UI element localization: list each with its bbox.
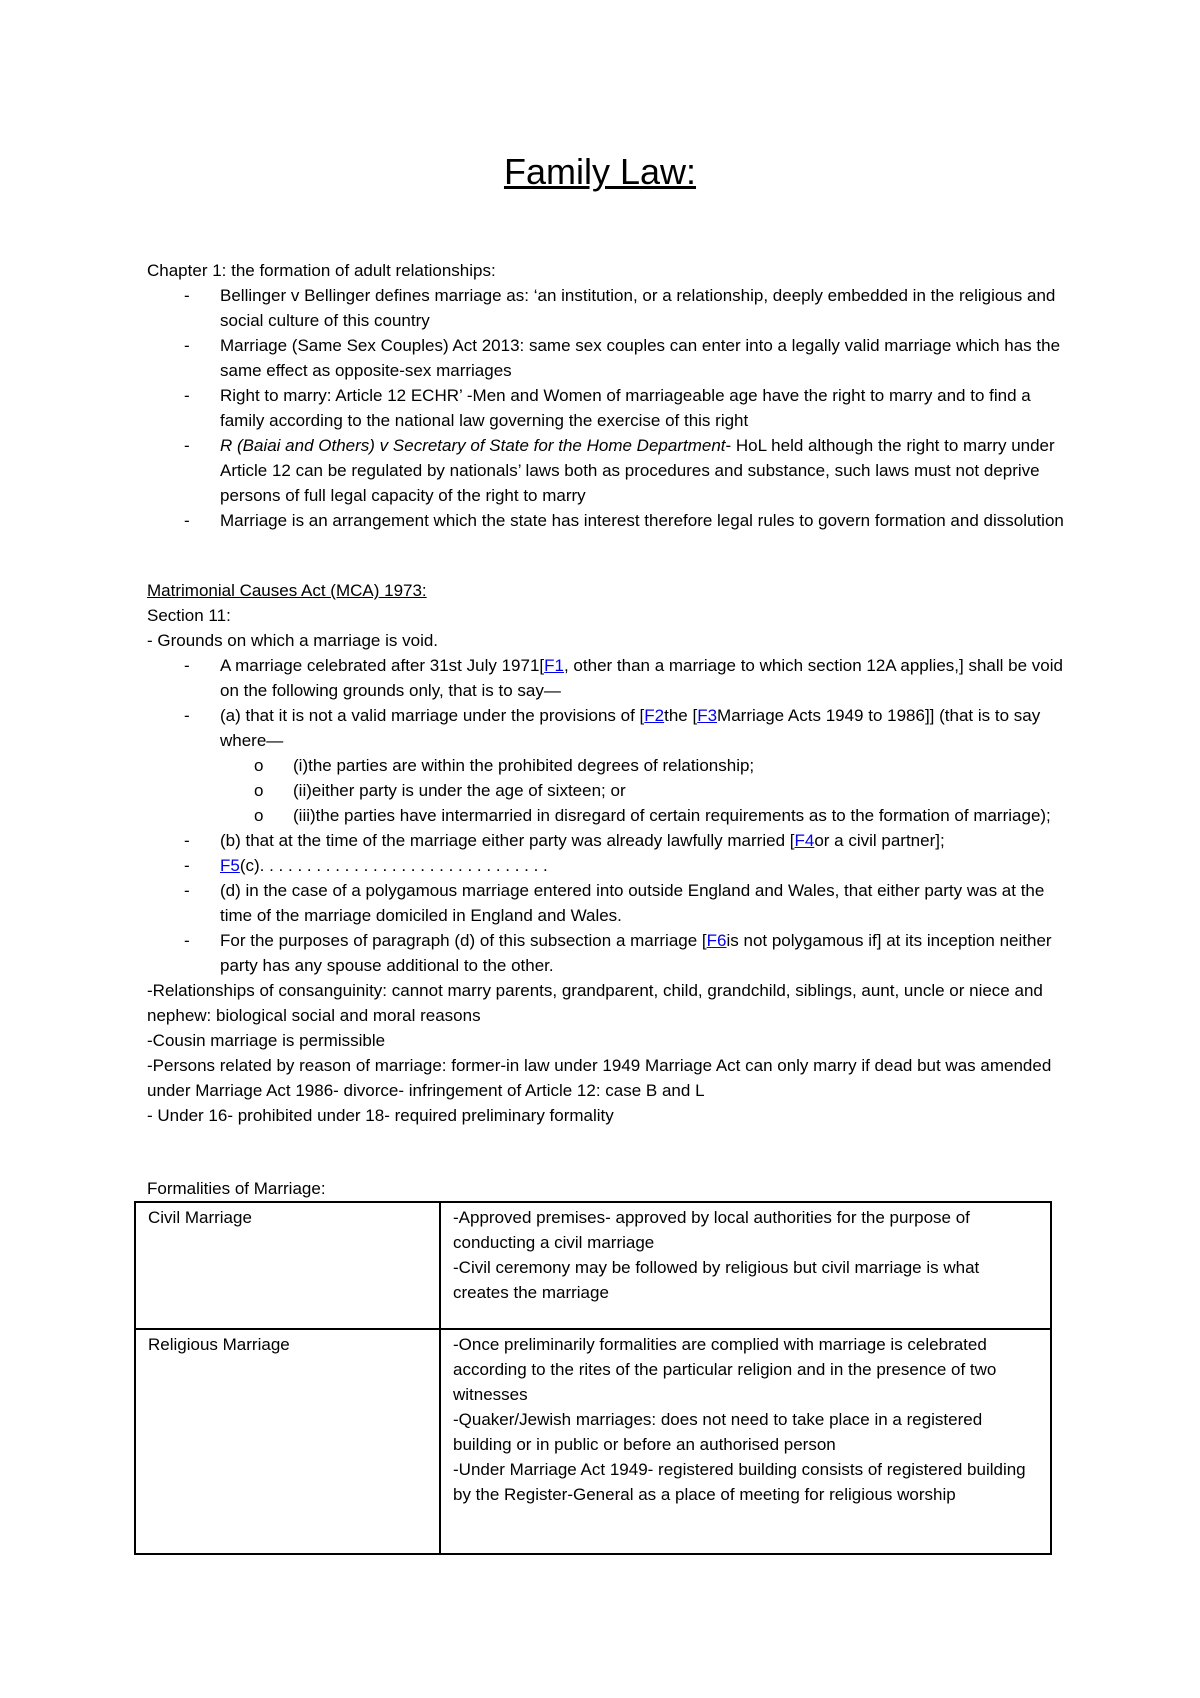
text-segment: (a) that it is not a valid marriage under the provisions of [ <box>220 706 645 725</box>
table-row <box>135 1202 1051 1329</box>
list-item: - Right to marry: Article 12 ECHR’ -Men and Women of marriageable age have the right to marry and to find a family according to the national law governing the exercise of this right <box>147 383 1067 433</box>
list-item: - Marriage (Same Sex Couples) Act 2013: same sex couples can enter into a legally valid marriage which has the same effect as opposite-sex marriages <box>147 333 1067 383</box>
list-item <box>147 828 1067 853</box>
mca-section <box>147 578 1067 1128</box>
cell-line: -Quaker/Jewish marriages: does not need to take place in a registered building or in public or before an authorised person <box>453 1410 983 1454</box>
list-item: - Bellinger v Bellinger defines marriage as: ‘an institution, or a relationship, deeply embedded in the religious and social culture of this country <box>147 283 1067 333</box>
list-item <box>147 928 1067 978</box>
case-text: - HoL held although the right to marry under Article 12 can be regulated by nationals’ laws both as procedures and substance, such laws must not deprive persons of full legal capacity of the right to marry <box>220 436 1055 505</box>
footnote-link-f6[interactable]: F6 <box>706 931 727 950</box>
note-line: - Under 16- prohibited under 18- required preliminary formality <box>147 1106 614 1125</box>
case-name: R (Baiai and Others) v Secretary of State for the Home Department <box>220 436 726 455</box>
formalities-heading: Formalities of Marriage: <box>147 1179 326 1198</box>
footnote-link-f1[interactable]: F1 <box>544 656 564 675</box>
mca-heading: Matrimonial Causes Act (MCA) 1973: <box>147 581 427 600</box>
sub-list-item: o (ii)either party is under the age of sixteen; or <box>220 778 1067 803</box>
footnote-link-f4[interactable]: F4 <box>794 831 815 850</box>
note-line: -Relationships of consanguinity: cannot marry parents, grandparent, child, grandchild, siblings, aunt, uncle or niece and nephew: biological social and moral reasons <box>147 981 1043 1025</box>
text-segment: (b) that at the time of the marriage either party was already lawfully married [ <box>220 831 795 850</box>
chapter-1-list <box>147 283 1067 533</box>
text-segment: A marriage celebrated after 31st July 1971[ <box>220 656 545 675</box>
page-title: Family Law: <box>503 151 697 192</box>
text-segment: or a civil partner]; <box>814 831 945 850</box>
text-segment: (c). . . . . . . . . . . . . . . . . . . . . . . . . . . . . . . <box>239 856 548 875</box>
formalities-table <box>134 1201 1052 1555</box>
list-item <box>147 703 1067 828</box>
chapter-heading: Chapter 1: the formation of adult relationships: <box>147 261 496 280</box>
table-row <box>135 1329 1051 1554</box>
footnote-link-f2[interactable]: F2 <box>644 706 665 725</box>
list-item <box>147 653 1067 703</box>
sub-list <box>220 753 1067 828</box>
cell-line: -Under Marriage Act 1949- registered building consists of registered building by the Register-General as a place of meeting for religious worship <box>453 1460 1026 1504</box>
table-cell-type: Civil Marriage <box>135 1202 440 1329</box>
cell-line: -Civil ceremony may be followed by religious but civil marriage is what creates the marriage <box>453 1258 980 1302</box>
chapter-1-section <box>147 258 1067 533</box>
note-line: -Cousin marriage is permissible <box>147 1031 386 1050</box>
list-item <box>147 433 1067 508</box>
grounds-list <box>147 653 1067 978</box>
footnote-link-f3[interactable]: F3 <box>697 706 718 725</box>
table-cell-details <box>440 1329 1051 1554</box>
grounds-intro: - Grounds on which a marriage is void. <box>147 631 439 650</box>
section-label: Section 11: <box>147 606 231 625</box>
sub-list-item: o (iii)the parties have intermarried in disregard of certain requirements as to the formation of marriage); <box>220 803 1067 828</box>
text-segment: the [ <box>664 706 698 725</box>
list-item: - Marriage is an arrangement which the state has interest therefore legal rules to govern formation and dissolution <box>147 508 1067 533</box>
note-line: -Persons related by reason of marriage: former-in law under 1949 Marriage Act can only marry if dead but was amended under Marriage Act 1986- divorce- infringement of Article 12: case B and L <box>147 1056 1052 1100</box>
text-segment: For the purposes of paragraph (d) of this subsection a marriage [ <box>220 931 707 950</box>
table-cell-type: Religious Marriage <box>135 1329 440 1554</box>
cell-line: -Once preliminarily formalities are complied with marriage is celebrated according to the rites of the particular religion and in the presence of two witnesses <box>453 1335 997 1404</box>
table-cell-details <box>440 1202 1051 1329</box>
text-segment: , other than a marriage to which section 12A applies,] shall be void on the following grounds only, that is to say— <box>220 656 1063 700</box>
text-segment: is not polygamous if] at its inception neither party has any spouse additional to the other. <box>220 931 1052 975</box>
sub-list-item: o (i)the parties are within the prohibited degrees of relationship; <box>220 753 1067 778</box>
list-item: - (d) in the case of a polygamous marriage entered into outside England and Wales, that either party was at the time of the marriage domiciled in England and Wales. <box>147 878 1067 928</box>
cell-line: -Approved premises- approved by local authorities for the purpose of conducting a civil marriage <box>453 1208 970 1252</box>
footnote-link-f5[interactable]: F5 <box>220 856 240 875</box>
text-segment: Marriage Acts 1949 to 1986]] (that is to say where— <box>220 706 1041 750</box>
list-item <box>147 853 1067 878</box>
